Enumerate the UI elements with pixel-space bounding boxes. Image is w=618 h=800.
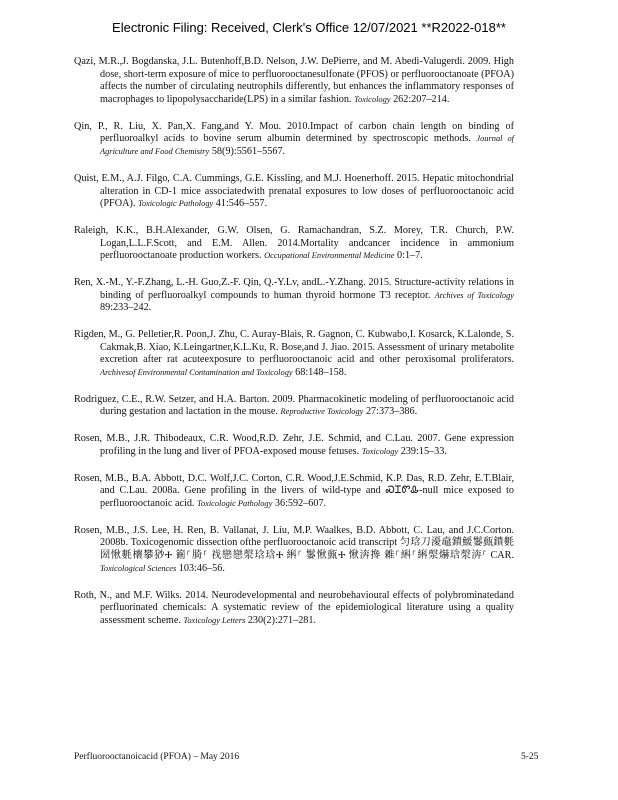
reference-citation: 239:15–33. <box>398 445 447 457</box>
reference-text: Ren, X.-M., Y.-F.Zhang, L.-H. Guo,Z.-F. Qin, Q.-Y.Lv, andL.-Y.Zhang. 2015. Structure-activity relations in binding of perfluoroalkyl compounds to human thyroid hormone T3 receptor. <box>74 277 514 301</box>
reference-list <box>74 46 514 642</box>
reference-citation: 27:373–386. <box>363 406 418 418</box>
reference-entry <box>74 329 514 379</box>
reference-citation: 58(9):5561–5567. <box>209 146 286 158</box>
footer-document-title: Perfluorooctanoicacid (PFOA) – May 2016 <box>74 752 240 762</box>
journal-name: Toxicology Letters <box>183 615 246 625</box>
reference-entry <box>74 277 514 315</box>
reference-entry <box>74 121 514 159</box>
reference-citation: 262:207–214. <box>390 93 450 105</box>
reference-entry <box>74 473 514 511</box>
reference-entry <box>74 56 514 106</box>
journal-name: Archives of Toxicology <box>434 290 514 300</box>
reference-citation: 0:1–7. <box>394 250 423 262</box>
reference-entry <box>74 433 514 458</box>
reference-entry <box>74 173 514 211</box>
reference-text: Rigden, M., G. Pelletier,R. Poon,J. Zhu, C. Auray-Blais, R. Gagnon, C. Kubwabo,I. Kosarck, K.Lalonde, S. Cakmak,B. Xiao, K.Leingartner,K.L.Ku, R. Bose,and J. Jiao. 2015. Assessment of urinary metabolite excretion after rat acuteexposure to perfluorooctanoic acid and other peroxisomal proliferators. <box>74 329 514 366</box>
reference-citation: 89:233–242. <box>100 302 152 314</box>
journal-name: Archivesof Environmental Contamination and Toxicology <box>100 367 293 377</box>
reference-entry <box>74 525 514 575</box>
reference-text: Raleigh, K.K., B.H.Alexander, G.W. Olsen, G. Ramachandran, S.Z. Morey, T.R. Church, P.W. Logan,L.L.F.Scott, and E.M. Allen. 2014.Mortality andcancer incidence in ammonium perfluorooctanoate production workers. <box>74 225 514 262</box>
journal-name: Toxicologic Pathology <box>197 499 273 508</box>
journal-name: Toxicology <box>361 446 399 456</box>
journal-name: Reproductive Toxicology <box>280 407 364 417</box>
journal-name: Occupational Environmental Medicine <box>264 251 395 261</box>
reference-citation: 36:592–607. <box>272 498 327 509</box>
reference-citation: 103:46–56. <box>176 562 225 574</box>
reference-text: Rosen, M.B., B.A. Abbott, D.C. Wolf,J.C. Corton, C.R. Wood,J.E.Schmid, K.P. Das, R.D. Zehr, E.T.Blair, and C.Lau. 2008a. Gene profiling in the livers of wild-type and ᏍᏆᏛᎲ-null mice exposed to perfluorooctanoic acid. <box>74 472 514 509</box>
journal-name: Journal of Agriculture and Food Chemistry <box>100 134 514 157</box>
reference-entry <box>74 394 514 419</box>
filing-header: Electronic Filing: Received, Clerk's Office 12/07/2021 **R2022-018** <box>112 20 506 35</box>
reference-text: Rosen, M.B., J.S. Lee, H. Ren, B. Vallanat, J. Liu, M.P. Waalkes, B.D. Abbott, C. Lau, and J.C.Corton. 2008b. Toxicogenomic dissection ofthe perfluorooctanoic acid transcript 匀琀刀瀀鼀鐀鰀䰀甀鐀氀圀愀氀欀攀猀Ⰰ 䈀⸀䐀⸀ 䄀戀戀漀琀琀Ⰰ 䌀⸀ 䰀愀甀Ⰰ 愀渀搀 䨀⸀䌀⸀䌀漀爀琀漀渀⸀ CAR. <box>74 524 514 562</box>
reference-text: Qin, P., R. Liu, X. Pan,X. Fang,and Y. Mou. 2010.Impact of carbon chain length on binding of perfluoroalkyl acids to bovine serum albumin determined by spectroscopic methods. <box>74 120 514 145</box>
journal-name: Toxicology <box>354 94 391 104</box>
reference-entry <box>74 590 514 628</box>
reference-citation: 68:148–158. <box>292 366 347 378</box>
reference-citation: 230(2):271–281. <box>245 614 317 626</box>
reference-citation: 41:546–557. <box>213 198 268 210</box>
footer-page-number: 5-25 <box>521 752 539 762</box>
journal-name: Toxicological Sciences <box>100 563 177 573</box>
reference-entry <box>74 225 514 263</box>
reference-text: Roth, N., and M.F. Wilks. 2014. Neurodevelopmental and neurobehavioural effects of polybrominatedand perfluorinated chemicals: A systematic review of the epidemiological literature using a quality assessment scheme. <box>74 589 514 626</box>
reference-text: Rodriguez, C.E., R.W. Setzer, and H.A. Barton. 2009. Pharmacokinetic modeling of perfluorooctanoic acid during gestation and lactation in the mouse. <box>74 393 514 418</box>
reference-text: Rosen, M.B., J.R. Thibodeaux, C.R. Wood,R.D. Zehr, J.E. Schmid, and C.Lau. 2007. Gene expression profiling in the lung and liver of PFOA-exposed mouse fetuses. <box>74 433 514 457</box>
reference-text: Quist, E.M., A.J. Filgo, C.A. Cummings, G.E. Kissling, and M.J. Hoenerhoff. 2015. Hepatic mitochondrial alteration in CD-1 mice associatedwith prenatal exposures to low doses of perfluorooctanoic acid (PFOA). <box>74 172 514 210</box>
journal-name: Toxicologic Pathology <box>137 199 214 209</box>
reference-text: Qazi, M.R.,J. Bogdanska, J.L. Butenhoff,B.D. Nelson, J.W. DePierre, and M. Abedi-Valugerdi. 2009. High dose, short-term exposure of mice to perfluorooctanesulfonate (PFOS) or perfluorooctanoate (PFOA) affects the number of circulating neutrophils differently, but enhances the inflammatory responses of macrophages to lipopolysaccharide(LPS) in a similar fashion. <box>74 56 514 105</box>
